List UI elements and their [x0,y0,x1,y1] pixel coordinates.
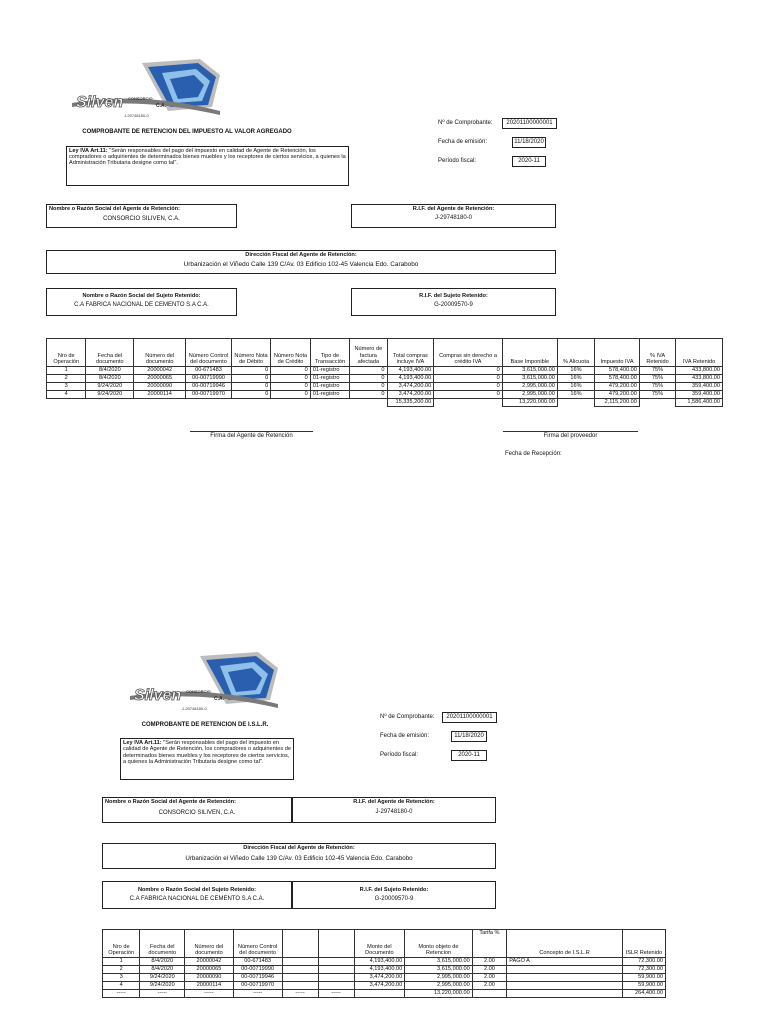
iva-header: Impuesto IVA [595,339,640,367]
iva-cell: 01-registro [310,375,349,383]
iva-cell: 00-00719990 [186,375,232,383]
logo-rif: J-29748180-0 [182,706,207,711]
islr-cell: 20000065 [185,966,233,974]
iva-cell: 359,400.00 [676,391,723,399]
islr-rif-sujeto-box [292,881,496,909]
iva-cell: 0 [231,375,270,383]
islr-cell: ----- [318,990,354,998]
islr-cell: 9/24/2020 [140,974,185,982]
islr-rif-sujeto-value: G-20009570-9 [374,896,414,902]
iva-cell: 0 [271,383,310,391]
iva-cell: 20000042 [134,367,186,375]
iva-cell: 0 [434,367,503,375]
islr-cell [507,982,623,990]
islr-cell: 59,900.00 [622,982,665,990]
iva-cell: 16% [557,367,594,375]
islr-header [282,930,318,958]
iva-cell: 9/24/2020 [86,391,134,399]
iva-cell: 00-00719946 [186,383,232,391]
iva-cell: 578,400.00 [595,375,640,383]
islr-header: ISLR Retenido [622,930,665,958]
iva-cell: 3 [47,383,86,391]
iva-cell: 20000114 [134,391,186,399]
iva-cell: 01-registro [310,391,349,399]
iva-cell: 75% [639,375,675,383]
islr-cell: 2,995,000.00 [405,974,472,982]
logo-suffix: C.A. [156,103,166,109]
iva-rif-sujeto-box [351,288,556,316]
iva-agente-box [46,204,237,228]
company-logo [130,648,280,714]
islr-table-row [103,966,666,974]
iva-sujeto-box [46,288,237,316]
iva-cell: 4,193,400.00 [387,367,434,375]
iva-header: Número Nota de Crédito [271,339,310,367]
iva-cell: 0 [271,375,310,383]
iva-header: Total compras incluye IVA [387,339,434,367]
iva-table [46,338,723,407]
iva-cell: 0 [271,367,310,375]
iva-cell: 3,615,000.00 [502,367,557,375]
islr-cell [507,966,623,974]
iva-cell: 0 [231,383,270,391]
islr-header: Número del documento [185,930,233,958]
iva-cell: 0 [271,391,310,399]
iva-header: Fecha del documento [86,339,134,367]
iva-table-row [47,367,723,375]
islr-cell: 4,193,400.00 [354,966,405,974]
islr-cell: 3 [103,974,140,982]
iva-cell: 75% [639,383,675,391]
islr-cell: 3,474,200.00 [354,974,405,982]
iva-law-label: Ley IVA Art.11: [69,148,108,154]
iva-cell: 16% [557,375,594,383]
islr-cell: 72,300.00 [622,966,665,974]
islr-cell [472,990,506,998]
iva-cell: 2,995,000.00 [502,391,557,399]
islr-cell [282,966,318,974]
islr-cell: 20000090 [185,974,233,982]
islr-header: Nro de Operación [103,930,140,958]
islr-cell: 2.00 [472,958,506,966]
logo-subtitle: CONSORCIO [128,96,153,101]
iva-cell: 3,615,000.00 [502,375,557,383]
iva-total-compras: 15,335,200.00 [387,399,434,407]
islr-cell: 13,220,000.00 [405,990,472,998]
iva-header: Nro de Operación [47,339,86,367]
iva-cell: 01-registro [310,367,349,375]
iva-cell: 433,800.00 [676,367,723,375]
islr-direccion-label: Dirección Fiscal del Agente de Retención: [243,845,355,851]
iva-cell: 0 [350,391,387,399]
islr-cell [507,990,623,998]
islr-rif-agente-box [292,797,496,823]
iva-rif-sujeto-label: R.I.F. del Sujeto Retenido: [419,293,488,299]
iva-cell: 8/4/2020 [86,367,134,375]
logo-suffix: C.A. [214,696,224,702]
islr-direccion-value: Urbanización el Viñedo Calle 139 C/Av. 03 Edificio 102-45 Valencia Edo. Carabobo [185,855,413,862]
iva-cell: 20000090 [134,383,186,391]
islr-cell: 2,995,000.00 [405,982,472,990]
iva-totals-row [47,399,723,407]
iva-cell: 578,400.00 [595,367,640,375]
iva-agente-value: CONSORCIO SILIVEN, C.A. [103,216,180,222]
islr-cell: 9/24/2020 [140,982,185,990]
islr-cell: 264,400.00 [622,990,665,998]
iva-cell: 0 [434,391,503,399]
iva-header: Número Nota de Débito [231,339,270,367]
iva-cell: 0 [350,367,387,375]
islr-title: COMPROBANTE DE RETENCION DE I.S.L.R. [141,722,269,728]
iva-table-row [47,383,723,391]
islr-sujeto-label: Nombre o Razón Social del Sujeto Retenido: [137,887,257,893]
islr-cell [318,982,354,990]
iva-cell: 4,193,400.00 [387,375,434,383]
iva-cell: 0 [350,375,387,383]
islr-cell [318,966,354,974]
islr-rif-agente-value: J-29748180-0 [375,809,413,815]
islr-sujeto-box [102,881,292,909]
islr-cell: ----- [185,990,233,998]
islr-cell: 3,615,000.00 [405,966,472,974]
iva-cell: 01-registro [310,383,349,391]
islr-cell [354,990,405,998]
islr-header: Monto objeto de Retencion [405,930,472,958]
iva-sujeto-label: Nombre o Razón Social del Sujeto Retenido: [82,293,201,299]
islr-agente-label: Nombre o Razón Social del Agente de Retención: [105,799,236,805]
iva-cell: 1 [47,367,86,375]
iva-cell: 4 [47,391,86,399]
islr-table-row [103,982,666,990]
islr-cell [507,974,623,982]
logo-name: Silven [76,94,124,111]
islr-cell [318,958,354,966]
islr-cell: ----- [282,990,318,998]
company-logo [72,55,222,121]
islr-cell: 20000042 [185,958,233,966]
islr-agente-box [102,797,292,823]
iva-comprobante-value: 20201100000001 [502,118,557,129]
iva-cell: 8/4/2020 [86,375,134,383]
islr-header: Concepto de I.S.L.R [507,930,623,958]
iva-direccion-label: Dirección Fiscal del Agente de Retención: [245,252,357,258]
iva-total-impuesto: 2,115,200.00 [595,399,640,407]
iva-cell: 16% [557,391,594,399]
islr-header: Monto del Documento [354,930,405,958]
iva-header: Compras sin derecho a crédito IVA [434,339,503,367]
iva-fecha-value: 11/18/2020 [512,137,546,148]
iva-cell: 0 [434,383,503,391]
iva-cell: 3,474,200.00 [387,391,434,399]
iva-header: % Alicuota [557,339,594,367]
islr-cell: 8/4/2020 [140,958,185,966]
islr-periodo-label: Período fiscal: [380,752,419,758]
fecha-recepcion-label: Fecha de Recepción: [505,451,562,457]
islr-header: Tarifa % [472,930,506,958]
iva-header: Tipo de Transacción [310,339,349,367]
islr-table-row [103,958,666,966]
iva-cell: 0 [434,375,503,383]
iva-law-text: "Serán responsables del pago del impuesto en calidad de Agente de Retención, los compradores o adquirientes de determinados bienes muebles y los receptores de ciertos servicios, a quienes la Administración Tributaria designe como tal". [69,148,346,167]
islr-cell: 00-00719970 [233,982,282,990]
islr-table-row [103,990,666,998]
islr-header: Número Control del documento [233,930,282,958]
islr-rif-sujeto-label: R.I.F. del Sujeto Retenido: [359,887,429,893]
iva-header: Número del documento [134,339,186,367]
iva-cell: 0 [231,391,270,399]
islr-fecha-value: 11/18/2020 [451,731,487,742]
logo-rif: J-29748180-0 [124,113,149,118]
islr-cell: 3,474,200.00 [354,982,405,990]
iva-cell: 479,200.00 [595,383,640,391]
islr-header [318,930,354,958]
iva-cell: 479,200.00 [595,391,640,399]
islr-cell: 2 [103,966,140,974]
islr-agente-value: CONSORCIO SILIVEN, C.A. [158,810,236,816]
islr-cell: 4,193,400.00 [354,958,405,966]
islr-cell: ----- [103,990,140,998]
iva-header: Número de factura afectada [350,339,387,367]
iva-cell: 16% [557,383,594,391]
islr-cell: 20000114 [185,982,233,990]
iva-sujeto-value: C.A FABRICA NACIONAL DE CEMENTO S.A C.A. [74,302,209,308]
islr-table-row [103,974,666,982]
islr-cell: 00-00719946 [233,974,282,982]
islr-header: Fecha del documento [140,930,185,958]
logo-subtitle: CONSORCIO [186,689,211,694]
islr-cell: ----- [233,990,282,998]
iva-header: % IVA Retenido [639,339,675,367]
firma-proveedor-line: Firma del proveedor [503,431,638,439]
iva-cell: 359,400.00 [676,383,723,391]
firma-agente-line: Firma del Agente de Retención [190,431,313,439]
islr-cell: 1 [103,958,140,966]
iva-rif-agente-label: R.I.F. del Agente de Retención: [412,206,495,212]
iva-cell: 2 [47,375,86,383]
islr-cell: 2.00 [472,966,506,974]
iva-cell: 00-00719970 [186,391,232,399]
islr-law-box [120,738,294,780]
islr-cell [282,974,318,982]
islr-cell: 00-00719990 [233,966,282,974]
iva-cell: 0 [231,367,270,375]
islr-cell: 2.00 [472,974,506,982]
islr-sujeto-value: C.A FABRICA NACIONAL DE CEMENTO S.A C.A. [129,896,265,902]
islr-cell: 4 [103,982,140,990]
islr-cell: 00-671483 [233,958,282,966]
islr-fecha-label: Fecha de emisión: [380,733,430,739]
islr-comprobante-value: 20201100000001 [442,712,497,723]
islr-cell: ----- [140,990,185,998]
iva-periodo-value: 2020-11 [512,156,546,167]
islr-comprobante-label: Nº de Comprobante: [380,714,435,720]
islr-direccion-box [102,843,496,869]
islr-cell: PAGO A [507,958,623,966]
iva-cell: 9/24/2020 [86,383,134,391]
logo-name: Silven [134,687,182,704]
iva-header: IVA Retenido [676,339,723,367]
iva-rif-sujeto-value: G-20009570-9 [434,302,473,308]
iva-law-box [66,146,349,186]
iva-rif-agente-value: J-29748180-0 [434,215,473,221]
iva-direccion-value: Urbanización el Viñedo Calle 139 C/Av. 03 Edificio 102-45 Valencia Edo. Carabobo [183,261,419,268]
iva-cell: 20000065 [134,375,186,383]
iva-rif-agente-box [351,204,556,228]
iva-header: Número Control del documento [186,339,232,367]
islr-law-label: Ley IVA Art.11: [123,740,162,746]
islr-cell: 72,300.00 [622,958,665,966]
iva-agente-label: Nombre o Razón Social del Agente de Retención: [49,206,180,212]
islr-cell: 3,615,000.00 [405,958,472,966]
iva-cell: 433,800.00 [676,375,723,383]
iva-table-row [47,375,723,383]
islr-periodo-value: 2020-11 [451,750,487,761]
islr-cell: 2.00 [472,982,506,990]
iva-periodo-label: Período fiscal: [438,158,477,164]
iva-total-retenido: 1,586,400.00 [676,399,723,407]
iva-cell: 3,474,200.00 [387,383,434,391]
iva-total-base: 13,220,000.00 [502,399,557,407]
iva-table-row [47,391,723,399]
iva-cell: 75% [639,367,675,375]
islr-law-text: "Serán responsables del pago del impuesto en calidad de Agente de Retención, los compradores o adquirientes de determinados bienes muebles y los receptores de ciertos servicios, a quienes la Administración Tributaria designe como tal". [123,740,291,766]
iva-cell: 75% [639,391,675,399]
islr-cell: 59,900.00 [622,974,665,982]
iva-cell: 0 [350,383,387,391]
iva-header: Base Imponible [502,339,557,367]
islr-table [102,929,666,998]
iva-comprobante-label: Nº de Comprobante: [438,120,493,126]
iva-title: COMPROBANTE DE RETENCION DEL IMPUESTO AL VALOR AGREGADO [82,129,292,135]
islr-cell: 8/4/2020 [140,966,185,974]
iva-direccion-box [46,250,556,274]
islr-cell [318,974,354,982]
iva-cell: 00-671483 [186,367,232,375]
iva-fecha-label: Fecha de emisión: [438,139,488,145]
iva-cell: 2,995,000.00 [502,383,557,391]
islr-cell [282,982,318,990]
islr-cell [282,958,318,966]
islr-rif-agente-label: R.I.F. del Agente de Retención: [353,799,435,805]
